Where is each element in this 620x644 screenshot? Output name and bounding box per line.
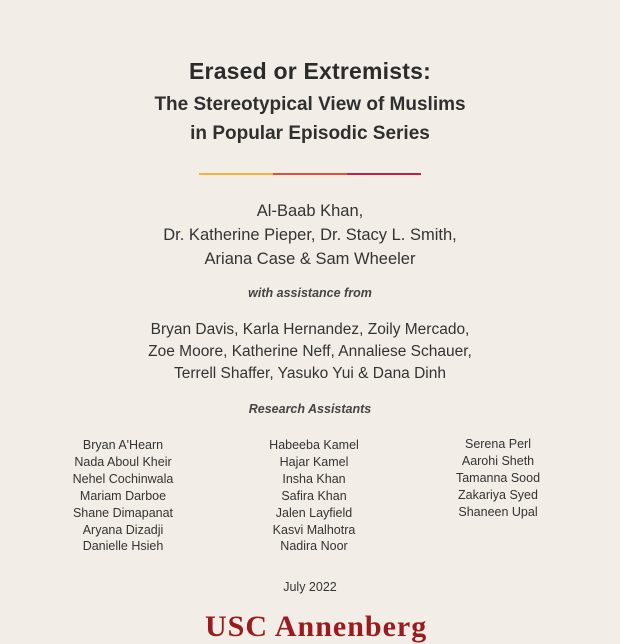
- research-assistant-name: Shaneen Upal: [458, 504, 538, 519]
- research-assistant-name: Aarohi Sheth: [461, 453, 535, 468]
- divider-segment-crimson: [347, 173, 421, 175]
- research-assistants-label: Research Assistants: [248, 402, 372, 416]
- research-assistant-name: Danielle Hsieh: [82, 539, 164, 554]
- research-assistant-name: Safira Khan: [281, 488, 347, 503]
- research-assistant-name: Shane Dimapanat: [72, 505, 174, 520]
- research-assistant-name: Jalen Layfield: [275, 505, 353, 520]
- research-assistant-name: Nehel Cochinwala: [72, 471, 174, 486]
- assistance-label: with assistance from: [248, 286, 372, 300]
- usc-annenberg-logo: [205, 608, 428, 643]
- publication-date: July 2022: [283, 580, 337, 594]
- research-column-3: [408, 436, 588, 521]
- research-assistant-name: Habeeba Kamel: [269, 438, 359, 452]
- research-assistant-name: Serena Perl: [464, 437, 531, 451]
- research-assistant-name: Kasvi Malhotra: [272, 522, 356, 537]
- report-title: Erased or Extremists:: [189, 58, 431, 84]
- author-line: Al-Baab Khan,: [256, 202, 364, 220]
- divider-segment-gold: [199, 173, 273, 175]
- research-assistant-name: Bryan A'Hearn: [82, 438, 164, 452]
- assistant-line: Terrell Shaffer, Yasuko Yui & Dana Dinh: [174, 365, 446, 382]
- research-column-2: [224, 437, 404, 555]
- research-assistant-name: Tamanna Sood: [455, 470, 541, 485]
- research-assistant-name: Mariam Darboe: [79, 488, 167, 503]
- author-line: Dr. Katherine Pieper, Dr. Stacy L. Smith,: [163, 226, 457, 244]
- assistant-line: Bryan Davis, Karla Hernandez, Zoily Mercado,: [150, 321, 470, 338]
- author-line: Ariana Case & Sam Wheeler: [204, 250, 416, 268]
- assistants-block: [0, 319, 620, 385]
- research-assistant-name: Nadira Noor: [280, 539, 348, 554]
- report-subtitle: [0, 90, 620, 148]
- color-divider: [199, 173, 421, 175]
- research-assistant-name: Zakariya Syed: [458, 487, 538, 502]
- subtitle-line: The Stereotypical View of Muslims: [154, 94, 466, 115]
- research-assistant-name: Insha Khan: [282, 471, 346, 486]
- research-assistant-name: Aryana Dizadji: [82, 522, 164, 537]
- subtitle-line: in Popular Episodic Series: [190, 123, 430, 144]
- divider-segment-orange: [273, 173, 347, 175]
- research-assistant-name: Nada Aboul Kheir: [74, 454, 172, 469]
- logo-wordmark: USC Annenberg: [205, 610, 428, 643]
- research-column-1: [33, 437, 213, 555]
- research-assistant-name: Hajar Kamel: [279, 454, 349, 469]
- assistant-line: Zoe Moore, Katherine Neff, Annaliese Schauer,: [148, 343, 472, 360]
- authors-block: [0, 199, 620, 271]
